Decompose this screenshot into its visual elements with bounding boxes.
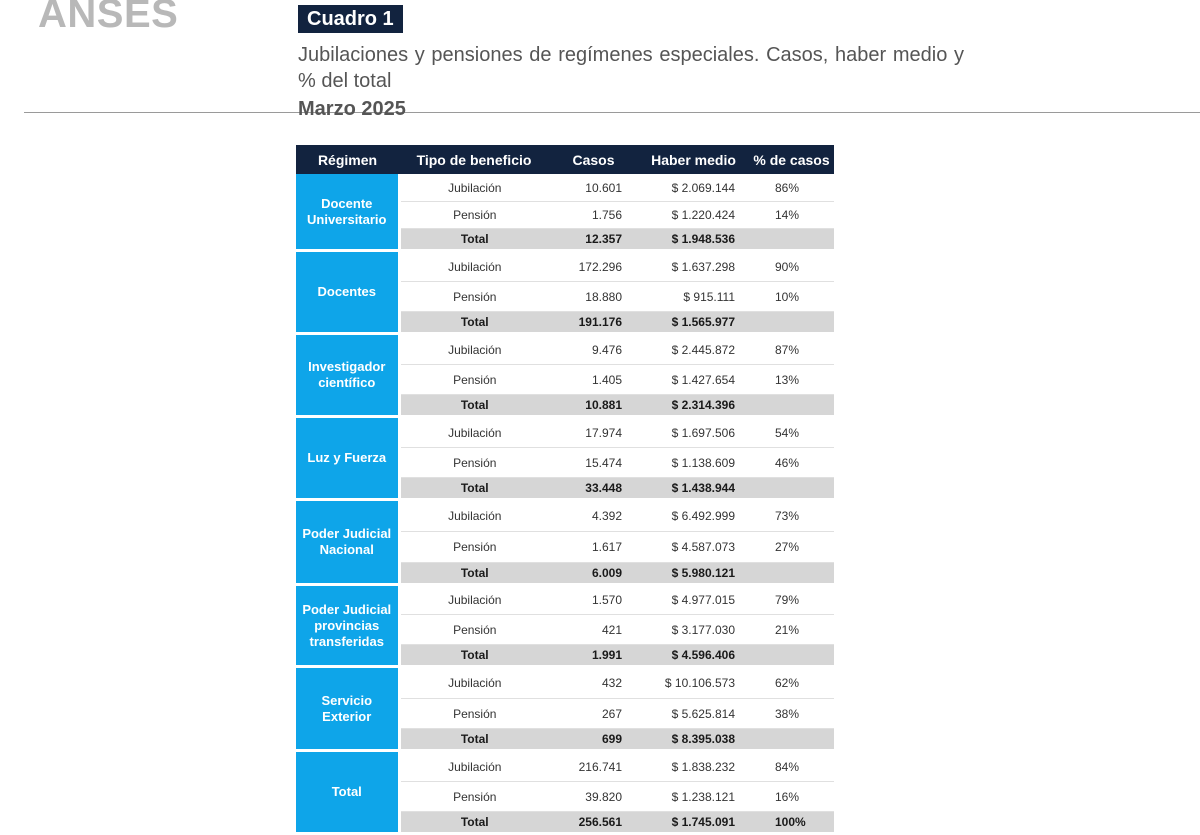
casos-cell: 10.601 xyxy=(549,174,638,202)
pct-cell xyxy=(749,229,834,251)
casos-cell: 1.405 xyxy=(549,365,638,395)
casos-cell: 12.357 xyxy=(549,229,638,251)
haber-cell: $ 1.238.121 xyxy=(638,782,749,812)
table-row xyxy=(296,251,834,282)
pct-cell: 87% xyxy=(749,334,834,365)
pct-cell: 86% xyxy=(749,174,834,202)
tipo-cell: Total xyxy=(399,312,549,334)
col-header-tipo: Tipo de beneficio xyxy=(399,145,549,174)
casos-cell: 39.820 xyxy=(549,782,638,812)
haber-cell: $ 1.438.944 xyxy=(638,478,749,500)
tipo-cell: Pensión xyxy=(399,365,549,395)
pct-cell: 38% xyxy=(749,699,834,729)
table-row xyxy=(296,585,834,615)
col-header-pct: % de casos xyxy=(749,145,834,174)
tipo-cell: Pensión xyxy=(399,782,549,812)
table-row xyxy=(296,174,834,202)
tipo-cell: Pensión xyxy=(399,202,549,229)
casos-cell: 216.741 xyxy=(549,751,638,782)
haber-cell: $ 3.177.030 xyxy=(638,615,749,645)
tipo-cell: Total xyxy=(399,645,549,667)
pct-cell: 54% xyxy=(749,417,834,448)
tipo-cell: Jubilación xyxy=(399,585,549,615)
tipo-cell: Jubilación xyxy=(399,500,549,532)
casos-cell: 17.974 xyxy=(549,417,638,448)
casos-cell: 6.009 xyxy=(549,563,638,585)
table-body xyxy=(296,174,834,834)
tipo-cell: Total xyxy=(399,395,549,417)
tipo-cell: Pensión xyxy=(399,448,549,478)
tipo-cell: Total xyxy=(399,229,549,251)
haber-cell: $ 915.111 xyxy=(638,282,749,312)
casos-cell: 18.880 xyxy=(549,282,638,312)
casos-cell: 1.756 xyxy=(549,202,638,229)
pct-cell: 13% xyxy=(749,365,834,395)
pct-cell xyxy=(749,563,834,585)
haber-cell: $ 4.587.073 xyxy=(638,532,749,563)
pct-cell: 27% xyxy=(749,532,834,563)
haber-cell: $ 1.697.506 xyxy=(638,417,749,448)
pct-cell xyxy=(749,729,834,751)
col-header-casos: Casos xyxy=(549,145,638,174)
pct-cell: 90% xyxy=(749,251,834,282)
pct-cell: 62% xyxy=(749,667,834,699)
casos-cell: 1.570 xyxy=(549,585,638,615)
casos-cell: 1.991 xyxy=(549,645,638,667)
regimes-table xyxy=(296,145,834,835)
casos-cell: 421 xyxy=(549,615,638,645)
tipo-cell: Jubilación xyxy=(399,751,549,782)
pct-cell: 46% xyxy=(749,448,834,478)
tipo-cell: Jubilación xyxy=(399,667,549,699)
table-number-badge: Cuadro 1 xyxy=(298,5,403,33)
haber-cell: $ 1.427.654 xyxy=(638,365,749,395)
haber-cell: $ 4.977.015 xyxy=(638,585,749,615)
regimen-cell: Total xyxy=(296,751,399,834)
haber-cell: $ 10.106.573 xyxy=(638,667,749,699)
tipo-cell: Total xyxy=(399,812,549,834)
table-row xyxy=(296,667,834,699)
anses-logo: ANSES xyxy=(38,0,179,36)
table-row xyxy=(296,334,834,365)
pct-cell: 21% xyxy=(749,615,834,645)
haber-cell: $ 1.948.536 xyxy=(638,229,749,251)
regimen-cell: Poder Judicial Nacional xyxy=(296,500,399,585)
col-header-haber: Haber medio xyxy=(638,145,749,174)
tipo-cell: Total xyxy=(399,729,549,751)
haber-cell: $ 6.492.999 xyxy=(638,500,749,532)
tipo-cell: Jubilación xyxy=(399,334,549,365)
casos-cell: 10.881 xyxy=(549,395,638,417)
haber-cell: $ 2.445.872 xyxy=(638,334,749,365)
pct-cell xyxy=(749,645,834,667)
table-subtitle: Jubilaciones y pensiones de regímenes especiales. Casos, haber medio y % del total xyxy=(298,44,964,92)
pct-cell: 79% xyxy=(749,585,834,615)
table-row xyxy=(296,500,834,532)
table-row xyxy=(296,417,834,448)
haber-cell: $ 8.395.038 xyxy=(638,729,749,751)
header-divider xyxy=(24,112,1200,113)
tipo-cell: Total xyxy=(399,563,549,585)
haber-cell: $ 1.220.424 xyxy=(638,202,749,229)
regimen-cell: Luz y Fuerza xyxy=(296,417,399,500)
haber-cell: $ 2.314.396 xyxy=(638,395,749,417)
pct-cell xyxy=(749,395,834,417)
casos-cell: 172.296 xyxy=(549,251,638,282)
haber-cell: $ 1.838.232 xyxy=(638,751,749,782)
tipo-cell: Jubilación xyxy=(399,417,549,448)
tipo-cell: Pensión xyxy=(399,699,549,729)
haber-cell: $ 1.637.298 xyxy=(638,251,749,282)
regimen-cell: Poder Judicial provincias transferidas xyxy=(296,585,399,667)
regimen-cell: Investigador científico xyxy=(296,334,399,417)
regimen-cell: Servicio Exterior xyxy=(296,667,399,751)
haber-cell: $ 2.069.144 xyxy=(638,174,749,202)
tipo-cell: Pensión xyxy=(399,615,549,645)
casos-cell: 699 xyxy=(549,729,638,751)
pct-cell: 73% xyxy=(749,500,834,532)
casos-cell: 15.474 xyxy=(549,448,638,478)
pct-cell: 16% xyxy=(749,782,834,812)
casos-cell: 191.176 xyxy=(549,312,638,334)
regimen-cell: Docentes xyxy=(296,251,399,334)
casos-cell: 4.392 xyxy=(549,500,638,532)
tipo-cell: Jubilación xyxy=(399,251,549,282)
haber-cell: $ 5.625.814 xyxy=(638,699,749,729)
casos-cell: 9.476 xyxy=(549,334,638,365)
pct-cell xyxy=(749,312,834,334)
casos-cell: 267 xyxy=(549,699,638,729)
tipo-cell: Jubilación xyxy=(399,174,549,202)
haber-cell: $ 1.138.609 xyxy=(638,448,749,478)
tipo-cell: Pensión xyxy=(399,282,549,312)
tipo-cell: Total xyxy=(399,478,549,500)
casos-cell: 256.561 xyxy=(549,812,638,834)
casos-cell: 432 xyxy=(549,667,638,699)
pct-cell: 10% xyxy=(749,282,834,312)
period-label: Marzo 2025 xyxy=(298,98,406,120)
haber-cell: $ 5.980.121 xyxy=(638,563,749,585)
pct-cell xyxy=(749,478,834,500)
col-header-regimen: Régimen xyxy=(296,145,399,174)
pct-cell: 100% xyxy=(749,812,834,834)
pct-cell: 14% xyxy=(749,202,834,229)
casos-cell: 33.448 xyxy=(549,478,638,500)
table-header-row xyxy=(296,145,834,174)
casos-cell: 1.617 xyxy=(549,532,638,563)
haber-cell: $ 1.745.091 xyxy=(638,812,749,834)
haber-cell: $ 1.565.977 xyxy=(638,312,749,334)
regimen-cell: Docente Universitario xyxy=(296,174,399,251)
tipo-cell: Pensión xyxy=(399,532,549,563)
haber-cell: $ 4.596.406 xyxy=(638,645,749,667)
pct-cell: 84% xyxy=(749,751,834,782)
table-row xyxy=(296,751,834,782)
